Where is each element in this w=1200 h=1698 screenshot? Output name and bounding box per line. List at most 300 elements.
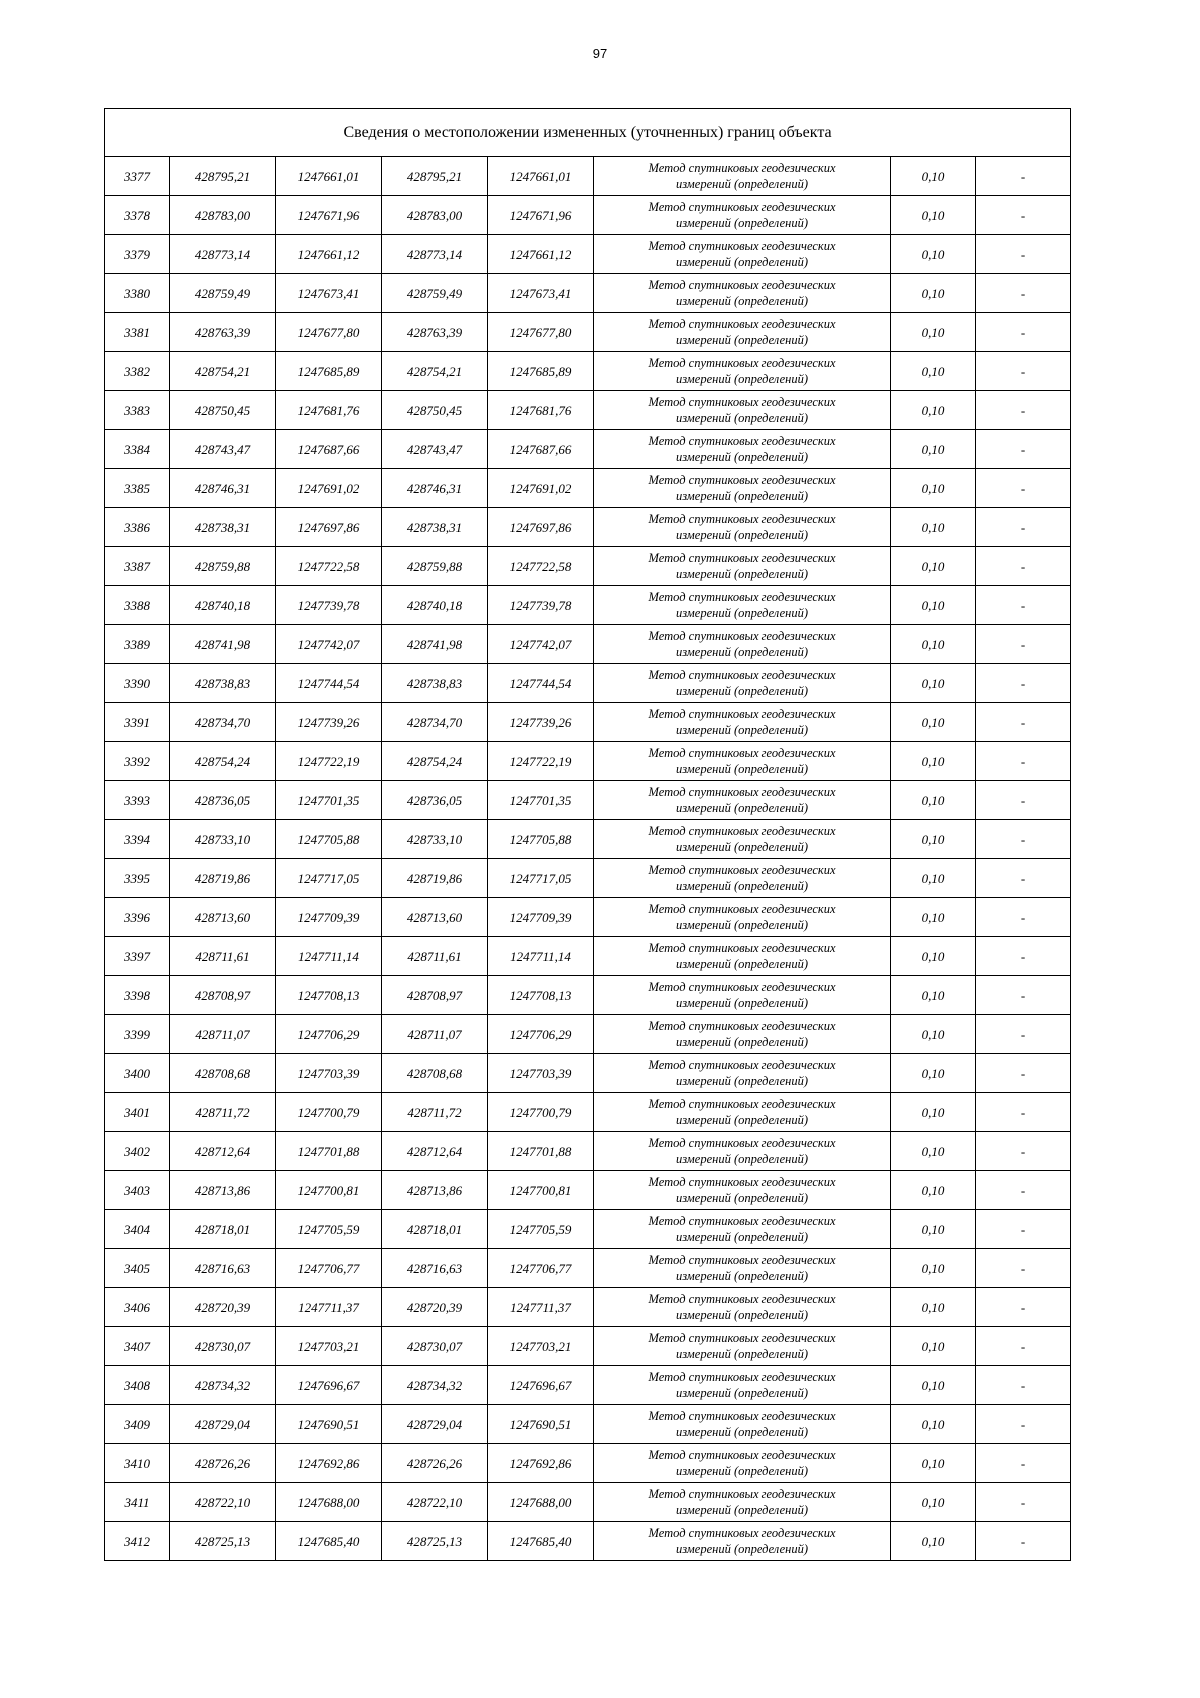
method-line-2: измерений (определений)	[675, 372, 808, 386]
description-cell: -	[976, 235, 1071, 274]
method-cell	[594, 508, 891, 547]
precision-cell: 0,10	[891, 1093, 976, 1132]
description-cell: -	[976, 742, 1071, 781]
precision-cell: 0,10	[891, 625, 976, 664]
existing-x-cell: 428711,07	[170, 1015, 276, 1054]
method-cell	[594, 1015, 891, 1054]
description-cell: -	[976, 625, 1071, 664]
existing-x-cell: 428708,68	[170, 1054, 276, 1093]
refined-y-cell: 1247661,01	[488, 157, 594, 196]
method-cell	[594, 1249, 891, 1288]
description-cell: -	[976, 508, 1071, 547]
refined-y-cell: 1247722,19	[488, 742, 594, 781]
description-cell: -	[976, 1366, 1071, 1405]
existing-y-cell: 1247661,01	[276, 157, 382, 196]
description-cell: -	[976, 820, 1071, 859]
refined-y-cell: 1247739,26	[488, 703, 594, 742]
point-number-cell: 3409	[105, 1405, 170, 1444]
refined-y-cell: 1247705,59	[488, 1210, 594, 1249]
method-line-2: измерений (определений)	[675, 801, 808, 815]
precision-cell: 0,10	[891, 664, 976, 703]
method-cell	[594, 469, 891, 508]
existing-y-cell: 1247717,05	[276, 859, 382, 898]
description-cell: -	[976, 976, 1071, 1015]
precision-cell: 0,10	[891, 1405, 976, 1444]
existing-y-cell: 1247685,40	[276, 1522, 382, 1561]
method-line-2: измерений (определений)	[675, 723, 808, 737]
refined-x-cell: 428716,63	[382, 1249, 488, 1288]
method-line-2: измерений (определений)	[675, 1386, 808, 1400]
existing-y-cell: 1247739,26	[276, 703, 382, 742]
refined-y-cell: 1247677,80	[488, 313, 594, 352]
table-row	[105, 508, 1071, 547]
existing-x-cell: 428716,63	[170, 1249, 276, 1288]
existing-y-cell: 1247681,76	[276, 391, 382, 430]
refined-y-cell: 1247696,67	[488, 1366, 594, 1405]
description-cell: -	[976, 469, 1071, 508]
precision-cell: 0,10	[891, 508, 976, 547]
existing-y-cell: 1247697,86	[276, 508, 382, 547]
precision-cell: 0,10	[891, 703, 976, 742]
existing-x-cell: 428736,05	[170, 781, 276, 820]
method-line-2: измерений (определений)	[675, 1074, 808, 1088]
method-line-1: Метод спутниковых геодезических	[648, 200, 836, 214]
method-line-2: измерений (определений)	[675, 684, 808, 698]
existing-x-cell: 428759,88	[170, 547, 276, 586]
description-cell: -	[976, 1444, 1071, 1483]
refined-x-cell: 428738,31	[382, 508, 488, 547]
table-row	[105, 937, 1071, 976]
precision-cell: 0,10	[891, 430, 976, 469]
refined-x-cell: 428750,45	[382, 391, 488, 430]
description-cell: -	[976, 157, 1071, 196]
method-cell	[594, 547, 891, 586]
method-line-1: Метод спутниковых геодезических	[648, 317, 836, 331]
method-line-1: Метод спутниковых геодезических	[648, 707, 836, 721]
method-line-1: Метод спутниковых геодезических	[648, 863, 836, 877]
refined-x-cell: 428741,98	[382, 625, 488, 664]
method-line-2: измерений (определений)	[675, 333, 808, 347]
existing-y-cell: 1247688,00	[276, 1483, 382, 1522]
table-row	[105, 1522, 1071, 1561]
existing-y-cell: 1247739,78	[276, 586, 382, 625]
refined-y-cell: 1247673,41	[488, 274, 594, 313]
existing-y-cell: 1247705,59	[276, 1210, 382, 1249]
precision-cell: 0,10	[891, 937, 976, 976]
point-number-cell: 3399	[105, 1015, 170, 1054]
existing-x-cell: 428711,61	[170, 937, 276, 976]
existing-y-cell: 1247711,37	[276, 1288, 382, 1327]
refined-y-cell: 1247671,96	[488, 196, 594, 235]
method-line-2: измерений (определений)	[675, 645, 808, 659]
point-number-cell: 3398	[105, 976, 170, 1015]
table-row	[105, 274, 1071, 313]
point-number-cell: 3395	[105, 859, 170, 898]
method-cell	[594, 235, 891, 274]
point-number-cell: 3387	[105, 547, 170, 586]
method-line-1: Метод спутниковых геодезических	[648, 1214, 836, 1228]
refined-x-cell: 428713,86	[382, 1171, 488, 1210]
refined-y-cell: 1247711,37	[488, 1288, 594, 1327]
existing-x-cell: 428741,98	[170, 625, 276, 664]
existing-x-cell: 428718,01	[170, 1210, 276, 1249]
table-row	[105, 391, 1071, 430]
method-line-2: измерений (определений)	[675, 840, 808, 854]
table-row	[105, 1054, 1071, 1093]
table-row	[105, 469, 1071, 508]
method-cell	[594, 1288, 891, 1327]
refined-y-cell: 1247692,86	[488, 1444, 594, 1483]
refined-y-cell: 1247685,40	[488, 1522, 594, 1561]
point-number-cell: 3378	[105, 196, 170, 235]
existing-x-cell: 428763,39	[170, 313, 276, 352]
method-cell	[594, 586, 891, 625]
table-row	[105, 235, 1071, 274]
precision-cell: 0,10	[891, 1249, 976, 1288]
refined-y-cell: 1247706,77	[488, 1249, 594, 1288]
refined-x-cell: 428754,24	[382, 742, 488, 781]
table-row	[105, 1366, 1071, 1405]
method-line-2: измерений (определений)	[675, 411, 808, 425]
refined-y-cell: 1247703,39	[488, 1054, 594, 1093]
method-cell	[594, 1405, 891, 1444]
method-line-2: измерений (определений)	[675, 1152, 808, 1166]
method-cell	[594, 274, 891, 313]
method-line-2: измерений (определений)	[675, 1191, 808, 1205]
point-number-cell: 3405	[105, 1249, 170, 1288]
description-cell: -	[976, 1288, 1071, 1327]
table-row	[105, 313, 1071, 352]
description-cell: -	[976, 1405, 1071, 1444]
method-line-2: измерений (определений)	[675, 1503, 808, 1517]
refined-x-cell: 428734,70	[382, 703, 488, 742]
refined-x-cell: 428763,39	[382, 313, 488, 352]
refined-y-cell: 1247717,05	[488, 859, 594, 898]
refined-x-cell: 428733,10	[382, 820, 488, 859]
refined-y-cell: 1247690,51	[488, 1405, 594, 1444]
description-cell: -	[976, 1015, 1071, 1054]
refined-x-cell: 428759,49	[382, 274, 488, 313]
method-line-2: измерений (определений)	[675, 567, 808, 581]
existing-x-cell: 428733,10	[170, 820, 276, 859]
method-cell	[594, 352, 891, 391]
existing-y-cell: 1247722,58	[276, 547, 382, 586]
point-number-cell: 3388	[105, 586, 170, 625]
table-row	[105, 1015, 1071, 1054]
method-line-1: Метод спутниковых геодезических	[648, 1409, 836, 1423]
existing-x-cell: 428720,39	[170, 1288, 276, 1327]
point-number-cell: 3397	[105, 937, 170, 976]
method-cell	[594, 742, 891, 781]
point-number-cell: 3386	[105, 508, 170, 547]
refined-y-cell: 1247722,58	[488, 547, 594, 586]
method-line-1: Метод спутниковых геодезических	[648, 629, 836, 643]
refined-x-cell: 428730,07	[382, 1327, 488, 1366]
point-number-cell: 3400	[105, 1054, 170, 1093]
existing-x-cell: 428738,31	[170, 508, 276, 547]
description-cell: -	[976, 391, 1071, 430]
point-number-cell: 3396	[105, 898, 170, 937]
method-line-2: измерений (определений)	[675, 1035, 808, 1049]
refined-x-cell: 428746,31	[382, 469, 488, 508]
refined-x-cell: 428711,07	[382, 1015, 488, 1054]
precision-cell: 0,10	[891, 391, 976, 430]
precision-cell: 0,10	[891, 1015, 976, 1054]
refined-y-cell: 1247687,66	[488, 430, 594, 469]
existing-y-cell: 1247696,67	[276, 1366, 382, 1405]
table-row	[105, 820, 1071, 859]
existing-x-cell: 428740,18	[170, 586, 276, 625]
table-row	[105, 196, 1071, 235]
existing-y-cell: 1247701,88	[276, 1132, 382, 1171]
method-line-1: Метод спутниковых геодезических	[648, 1253, 836, 1267]
existing-y-cell: 1247744,54	[276, 664, 382, 703]
table-row	[105, 976, 1071, 1015]
method-cell	[594, 781, 891, 820]
refined-x-cell: 428713,60	[382, 898, 488, 937]
precision-cell: 0,10	[891, 742, 976, 781]
precision-cell: 0,10	[891, 157, 976, 196]
method-line-1: Метод спутниковых геодезических	[648, 434, 836, 448]
precision-cell: 0,10	[891, 469, 976, 508]
description-cell: -	[976, 1522, 1071, 1561]
existing-y-cell: 1247661,12	[276, 235, 382, 274]
table-row	[105, 742, 1071, 781]
existing-x-cell: 428795,21	[170, 157, 276, 196]
refined-x-cell: 428708,97	[382, 976, 488, 1015]
precision-cell: 0,10	[891, 976, 976, 1015]
table-row	[105, 625, 1071, 664]
method-line-1: Метод спутниковых геодезических	[648, 1136, 836, 1150]
table-row	[105, 1210, 1071, 1249]
method-line-2: измерений (определений)	[675, 489, 808, 503]
table-header-row	[105, 109, 1071, 157]
refined-y-cell: 1247685,89	[488, 352, 594, 391]
existing-x-cell: 428759,49	[170, 274, 276, 313]
table-row	[105, 898, 1071, 937]
description-cell: -	[976, 1093, 1071, 1132]
existing-y-cell: 1247706,77	[276, 1249, 382, 1288]
precision-cell: 0,10	[891, 1054, 976, 1093]
table-body	[105, 157, 1071, 1561]
precision-cell: 0,10	[891, 274, 976, 313]
existing-x-cell: 428711,72	[170, 1093, 276, 1132]
description-cell: -	[976, 1210, 1071, 1249]
method-line-1: Метод спутниковых геодезических	[648, 746, 836, 760]
existing-x-cell: 428754,21	[170, 352, 276, 391]
precision-cell: 0,10	[891, 235, 976, 274]
method-line-2: измерений (определений)	[675, 1269, 808, 1283]
table-title: Сведения о местоположении измененных (уточненных) границ объекта	[105, 109, 1071, 157]
method-cell	[594, 1366, 891, 1405]
precision-cell: 0,10	[891, 1327, 976, 1366]
point-number-cell: 3379	[105, 235, 170, 274]
existing-y-cell: 1247685,89	[276, 352, 382, 391]
point-number-cell: 3383	[105, 391, 170, 430]
existing-y-cell: 1247691,02	[276, 469, 382, 508]
existing-x-cell: 428746,31	[170, 469, 276, 508]
existing-y-cell: 1247703,21	[276, 1327, 382, 1366]
existing-y-cell: 1247671,96	[276, 196, 382, 235]
existing-x-cell: 428713,60	[170, 898, 276, 937]
method-cell	[594, 1444, 891, 1483]
refined-x-cell: 428734,32	[382, 1366, 488, 1405]
precision-cell: 0,10	[891, 1483, 976, 1522]
existing-x-cell: 428743,47	[170, 430, 276, 469]
method-line-1: Метод спутниковых геодезических	[648, 590, 836, 604]
description-cell: -	[976, 586, 1071, 625]
refined-x-cell: 428720,39	[382, 1288, 488, 1327]
table-row	[105, 664, 1071, 703]
refined-x-cell: 428754,21	[382, 352, 488, 391]
description-cell: -	[976, 1132, 1071, 1171]
precision-cell: 0,10	[891, 313, 976, 352]
precision-cell: 0,10	[891, 820, 976, 859]
method-line-1: Метод спутниковых геодезических	[648, 1370, 836, 1384]
refined-x-cell: 428736,05	[382, 781, 488, 820]
precision-cell: 0,10	[891, 781, 976, 820]
precision-cell: 0,10	[891, 547, 976, 586]
point-number-cell: 3406	[105, 1288, 170, 1327]
refined-y-cell: 1247705,88	[488, 820, 594, 859]
method-line-1: Метод спутниковых геодезических	[648, 473, 836, 487]
table-row	[105, 1249, 1071, 1288]
description-cell: -	[976, 1483, 1071, 1522]
method-line-2: измерений (определений)	[675, 996, 808, 1010]
method-line-1: Метод спутниковых геодезических	[648, 980, 836, 994]
point-number-cell: 3411	[105, 1483, 170, 1522]
method-line-1: Метод спутниковых геодезических	[648, 512, 836, 526]
method-cell	[594, 664, 891, 703]
existing-y-cell: 1247703,39	[276, 1054, 382, 1093]
table-row	[105, 1132, 1071, 1171]
method-cell	[594, 1054, 891, 1093]
refined-y-cell: 1247744,54	[488, 664, 594, 703]
description-cell: -	[976, 547, 1071, 586]
method-cell	[594, 157, 891, 196]
point-number-cell: 3401	[105, 1093, 170, 1132]
precision-cell: 0,10	[891, 352, 976, 391]
refined-x-cell: 428738,83	[382, 664, 488, 703]
existing-y-cell: 1247687,66	[276, 430, 382, 469]
method-line-1: Метод спутниковых геодезических	[648, 161, 836, 175]
precision-cell: 0,10	[891, 859, 976, 898]
point-number-cell: 3380	[105, 274, 170, 313]
method-cell	[594, 625, 891, 664]
method-line-1: Метод спутниковых геодезических	[648, 941, 836, 955]
refined-x-cell: 428795,21	[382, 157, 488, 196]
precision-cell: 0,10	[891, 1132, 976, 1171]
refined-x-cell: 428783,00	[382, 196, 488, 235]
method-line-2: измерений (определений)	[675, 450, 808, 464]
existing-x-cell: 428725,13	[170, 1522, 276, 1561]
method-cell	[594, 430, 891, 469]
method-line-2: измерений (определений)	[675, 606, 808, 620]
refined-y-cell: 1247697,86	[488, 508, 594, 547]
precision-cell: 0,10	[891, 1366, 976, 1405]
existing-x-cell: 428734,32	[170, 1366, 276, 1405]
method-line-1: Метод спутниковых геодезических	[648, 395, 836, 409]
method-line-2: измерений (определений)	[675, 1113, 808, 1127]
method-line-2: измерений (определений)	[675, 762, 808, 776]
existing-y-cell: 1247690,51	[276, 1405, 382, 1444]
refined-x-cell: 428773,14	[382, 235, 488, 274]
table-row	[105, 1288, 1071, 1327]
existing-x-cell: 428712,64	[170, 1132, 276, 1171]
precision-cell: 0,10	[891, 1171, 976, 1210]
method-line-2: измерений (определений)	[675, 216, 808, 230]
existing-y-cell: 1247709,39	[276, 898, 382, 937]
refined-x-cell: 428726,26	[382, 1444, 488, 1483]
point-number-cell: 3404	[105, 1210, 170, 1249]
method-line-1: Метод спутниковых геодезических	[648, 1058, 836, 1072]
existing-y-cell: 1247700,79	[276, 1093, 382, 1132]
method-line-1: Метод спутниковых геодезических	[648, 239, 836, 253]
point-number-cell: 3394	[105, 820, 170, 859]
point-number-cell: 3412	[105, 1522, 170, 1561]
existing-y-cell: 1247706,29	[276, 1015, 382, 1054]
method-cell	[594, 313, 891, 352]
refined-y-cell: 1247681,76	[488, 391, 594, 430]
description-cell: -	[976, 898, 1071, 937]
method-line-2: измерений (определений)	[675, 879, 808, 893]
method-cell	[594, 703, 891, 742]
method-cell	[594, 1483, 891, 1522]
point-number-cell: 3402	[105, 1132, 170, 1171]
method-line-1: Метод спутниковых геодезических	[648, 1331, 836, 1345]
existing-x-cell: 428783,00	[170, 196, 276, 235]
table-row	[105, 547, 1071, 586]
description-cell: -	[976, 196, 1071, 235]
point-number-cell: 3392	[105, 742, 170, 781]
precision-cell: 0,10	[891, 1210, 976, 1249]
method-line-2: измерений (определений)	[675, 1542, 808, 1556]
method-line-1: Метод спутниковых геодезических	[648, 1175, 836, 1189]
table-row	[105, 703, 1071, 742]
refined-y-cell: 1247700,81	[488, 1171, 594, 1210]
method-cell	[594, 1327, 891, 1366]
method-line-1: Метод спутниковых геодезических	[648, 824, 836, 838]
method-cell	[594, 1210, 891, 1249]
refined-y-cell: 1247709,39	[488, 898, 594, 937]
refined-x-cell: 428711,72	[382, 1093, 488, 1132]
method-line-2: измерений (определений)	[675, 294, 808, 308]
existing-x-cell: 428750,45	[170, 391, 276, 430]
existing-y-cell: 1247722,19	[276, 742, 382, 781]
description-cell: -	[976, 1249, 1071, 1288]
method-line-1: Метод спутниковых геодезических	[648, 1292, 836, 1306]
existing-x-cell: 428773,14	[170, 235, 276, 274]
method-line-1: Метод спутниковых геодезических	[648, 902, 836, 916]
point-number-cell: 3390	[105, 664, 170, 703]
table-row	[105, 586, 1071, 625]
refined-x-cell: 428718,01	[382, 1210, 488, 1249]
refined-x-cell: 428722,10	[382, 1483, 488, 1522]
refined-y-cell: 1247742,07	[488, 625, 594, 664]
method-line-1: Метод спутниковых геодезических	[648, 356, 836, 370]
refined-x-cell: 428729,04	[382, 1405, 488, 1444]
method-line-1: Метод спутниковых геодезических	[648, 785, 836, 799]
refined-x-cell: 428740,18	[382, 586, 488, 625]
existing-y-cell: 1247673,41	[276, 274, 382, 313]
existing-y-cell: 1247742,07	[276, 625, 382, 664]
point-number-cell: 3381	[105, 313, 170, 352]
precision-cell: 0,10	[891, 586, 976, 625]
refined-x-cell: 428725,13	[382, 1522, 488, 1561]
point-number-cell: 3389	[105, 625, 170, 664]
point-number-cell: 3393	[105, 781, 170, 820]
refined-x-cell: 428743,47	[382, 430, 488, 469]
